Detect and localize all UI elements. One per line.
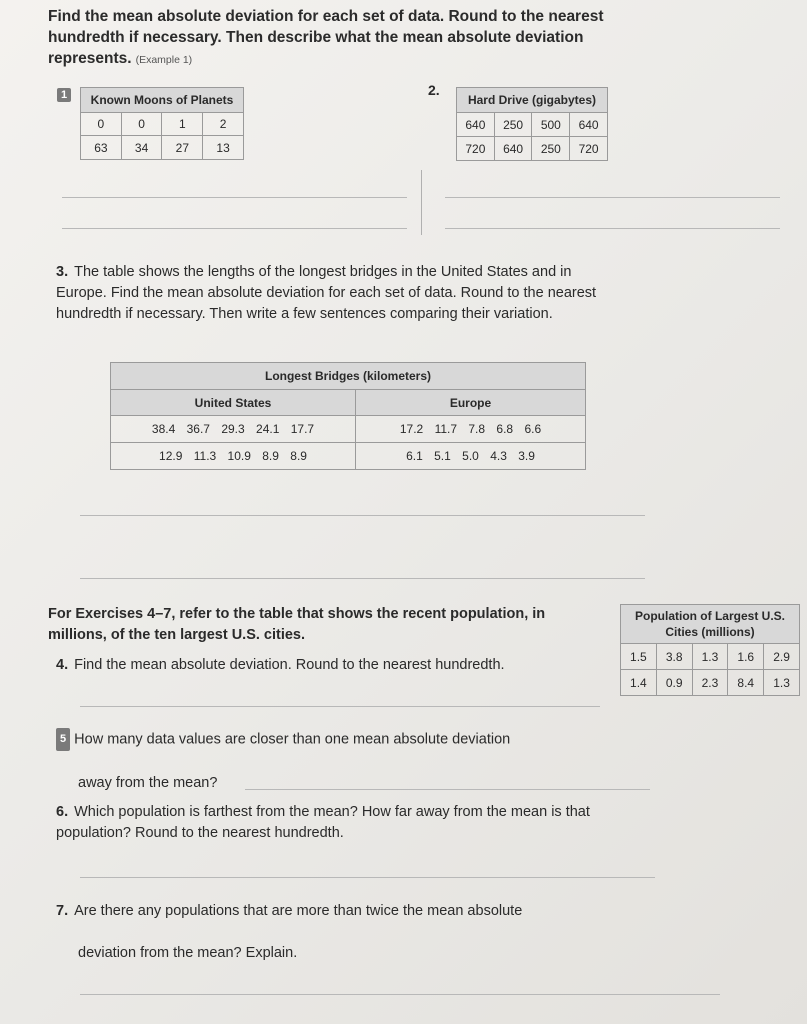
moons-cell: 2: [203, 113, 244, 136]
hard-drive-cell: 500: [532, 113, 570, 137]
problem-1-badge: 1: [57, 86, 71, 104]
example-reference: (Example 1): [135, 54, 193, 66]
population-table: [620, 604, 800, 696]
answer-line[interactable]: [62, 197, 407, 198]
europe-values-row-1: 17.2 11.7 7.8 6.8 6.6: [356, 416, 586, 443]
us-values-row-1: 38.4 36.7 29.3 24.1 17.7: [111, 416, 356, 443]
hard-drive-cell: 250: [532, 137, 570, 161]
instructions-heading: Find the mean absolute deviation for each set of data. Round to the nearest hundredth if necessary. Then describe what the mean absolute deviation represents. (Example 1): [48, 8, 604, 67]
population-cell: 1.3: [764, 670, 800, 696]
population-cell: 2.9: [764, 644, 800, 670]
answer-line[interactable]: [80, 994, 720, 995]
answer-line[interactable]: [80, 877, 655, 878]
moons-cell: 34: [121, 136, 162, 160]
population-cell: 8.4: [728, 670, 764, 696]
moons-table-title: Known Moons of Planets: [81, 88, 244, 113]
moons-table: [80, 87, 244, 160]
bridges-table: [110, 362, 586, 470]
question-7-text-continued: deviation from the mean? Explain.: [78, 945, 298, 961]
population-cell: 2.3: [692, 670, 728, 696]
moons-cell: 0: [121, 113, 162, 136]
answer-line[interactable]: [245, 789, 650, 790]
moons-cell: 1: [162, 113, 203, 136]
column-divider: [421, 170, 422, 235]
hard-drive-table: [456, 87, 608, 161]
population-cell: 1.4: [621, 670, 657, 696]
question-6-text: 6. Which population is farthest from the mean? How far away from the mean is that population? Round to the nearest hundredth.: [56, 804, 590, 841]
answer-line[interactable]: [80, 706, 600, 707]
hard-drive-table-title: Hard Drive (gigabytes): [457, 88, 608, 113]
population-table-title: Population of Largest U.S. Cities (millions): [621, 605, 800, 644]
us-values-row-2: 12.9 11.3 10.9 8.9 8.9: [111, 443, 356, 470]
population-cell: 1.6: [728, 644, 764, 670]
answer-line[interactable]: [62, 228, 407, 229]
problem-2-number: 2.: [428, 82, 440, 98]
population-cell: 1.3: [692, 644, 728, 670]
answer-line[interactable]: [445, 197, 780, 198]
europe-values-row-2: 6.1 5.1 5.0 4.3 3.9: [356, 443, 586, 470]
population-cell: 0.9: [656, 670, 692, 696]
question-5-text: 5 How many data values are closer than one mean absolute deviation: [56, 728, 616, 751]
europe-column-header: Europe: [356, 390, 586, 416]
hard-drive-cell: 640: [457, 113, 495, 137]
answer-line[interactable]: [80, 578, 645, 579]
hard-drive-cell: 720: [570, 137, 608, 161]
question-4-text: 4. Find the mean absolute deviation. Round to the nearest hundredth.: [56, 657, 505, 673]
hard-drive-cell: 640: [494, 137, 532, 161]
bridges-table-title: Longest Bridges (kilometers): [111, 363, 586, 390]
moons-cell: 0: [81, 113, 122, 136]
answer-line[interactable]: [445, 228, 780, 229]
us-column-header: United States: [111, 390, 356, 416]
problem-3-text: 3. The table shows the lengths of the longest bridges in the United States and in Europe. Find the mean absolute deviation for each set of data. Round to the nearest hundredth if necessary. Then write a few sentences comparing their variation.: [56, 264, 597, 322]
moons-cell: 63: [81, 136, 122, 160]
moons-cell: 27: [162, 136, 203, 160]
population-cell: 3.8: [656, 644, 692, 670]
hard-drive-cell: 250: [494, 113, 532, 137]
answer-line[interactable]: [80, 515, 645, 516]
question-7-text: 7. Are there any populations that are more than twice the mean absolute: [56, 903, 523, 919]
hard-drive-cell: 720: [457, 137, 495, 161]
exercises-4-7-intro: For Exercises 4–7, refer to the table that shows the recent population, in millions, of the ten largest U.S. cities.: [48, 606, 546, 643]
question-5-badge: 5: [56, 728, 70, 751]
hard-drive-cell: 640: [570, 113, 608, 137]
population-cell: 1.5: [621, 644, 657, 670]
moons-cell: 13: [203, 136, 244, 160]
question-5-text-continued: away from the mean?: [78, 775, 218, 791]
